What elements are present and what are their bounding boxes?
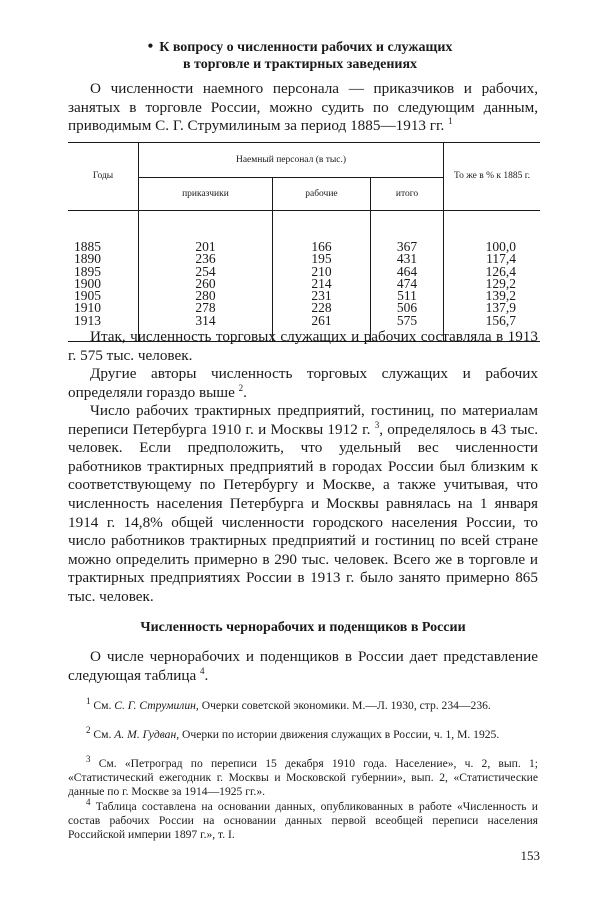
workers-cell: 166 — [272, 211, 370, 254]
pct-cell: 117,4 — [444, 253, 541, 265]
workers-cell: 261 — [272, 315, 370, 342]
col-clerks-header: приказчики — [139, 178, 273, 211]
table-row — [68, 302, 540, 314]
paragraph-total: Итак, численность торговых служащих и рабочих составляла в 1913 г. 575 тыс. человек. — [68, 328, 538, 364]
col-years-header: Годы — [68, 143, 139, 211]
workers-cell: 210 — [272, 266, 370, 278]
pct-cell: 139,2 — [444, 290, 541, 302]
footnote-1: $^1$ См. С. Г. Струмилин, Очерки советской экономики. М.—Л. 1930, стр. 234—236. — [86, 696, 491, 712]
col-workers-header: рабочие — [272, 178, 370, 211]
page-number: 153 — [520, 848, 540, 863]
clerks-cell: 278 — [139, 302, 273, 314]
workers-cell: 228 — [272, 302, 370, 314]
title-line-2: в торговле и трактирных заведениях — [182, 57, 418, 72]
title-line-1: К вопросу о численности рабочих и служащих — [159, 40, 453, 55]
clerks-cell: 236 — [139, 253, 273, 265]
total-cell: 511 — [371, 290, 444, 302]
footnote-4: $^4$ Таблица составлена на основании данных, опубликованных в работе «Численность и состав рабочих России на основании данных первой всеобщей переписи населения Российской империи 1897 г.», т. I. — [68, 797, 538, 842]
total-cell: 506 — [371, 302, 444, 314]
total-cell: 474 — [371, 278, 444, 290]
year-cell: 1910 — [74, 300, 101, 316]
clerks-cell: 280 — [139, 290, 273, 302]
pct-cell: 100,0 — [444, 211, 541, 254]
table-row — [68, 278, 540, 290]
section-title — [60, 38, 540, 73]
footnote-ref-2: 2 — [238, 382, 244, 393]
table-body — [68, 211, 540, 342]
paragraph-laborers: О числе чернорабочих и поденщиков в России дает представление следующая таблица $^4$. — [68, 648, 538, 684]
col-pct-header: То же в % к 1885 г. — [444, 143, 541, 211]
clerks-cell: 254 — [139, 266, 273, 278]
pct-cell: 126,4 — [444, 266, 541, 278]
year-cell: 1900 — [74, 275, 101, 291]
table-row — [68, 253, 540, 265]
pct-cell: 156,7 — [444, 315, 541, 342]
footnote-ref-1: 1 — [448, 116, 453, 127]
workers-cell: 195 — [272, 253, 370, 265]
year-cell: 1885 — [74, 239, 101, 254]
title-bullet: • — [147, 38, 154, 55]
workers-cell: 214 — [272, 278, 370, 290]
year-cell: 1895 — [74, 263, 101, 279]
year-cell: 1913 — [68, 315, 139, 342]
personnel-table — [68, 142, 540, 342]
table-row — [68, 266, 540, 278]
paragraph-taverns: Число рабочих трактирных предприятий, гостиниц, по материалам переписи Петербурга 1910 г. и Москвы 1912 г. $^3$, определялось в 43 тыс. человек. Если предположить, что удельный вес численности работников трактирных предприятий в городах России был близким к соответствующему по Петербургу и Москве, а также учитывая, что численность населения Петербурга и Москвы равнялась на 1 января 1914 г. 14,8% общей численности городского населения России, то число работников трактирных предприятий и гостиниц по всей стране можно определить примерно в 290 тыс. человек. Всего же в торговле и трактирных предприятиях России в 1913 г. было занято примерно 865 тыс. человек. — [68, 402, 538, 605]
pct-cell: 137,9 — [444, 302, 541, 314]
col-group-header: Наемный персонал (в тыс.) — [139, 143, 444, 178]
total-cell: 575 — [371, 315, 444, 342]
total-cell: 367 — [371, 211, 444, 254]
section-heading-2: Численность чернорабочих и поденщиков в России — [140, 620, 466, 635]
clerks-cell: 260 — [139, 278, 273, 290]
clerks-cell: 314 — [139, 315, 273, 342]
table-row — [68, 211, 540, 254]
paragraph-other-authors: Другие авторы численность торговых служащих и рабочих определяли гораздо выше $^2$. — [68, 365, 538, 401]
intro-paragraph: О численности наемного персонала — приказчиков и рабочих, занятых в торговле России, можно судить по следующим данным, приводимым С. Г. Струмилиным за период 1885—1913 гг. $^1$ — [68, 80, 538, 135]
table-row — [68, 290, 540, 302]
workers-cell: 231 — [272, 290, 370, 302]
footnote-3: $^3$ См. «Петроград по переписи 15 декабря 1910 года. Население», ч. 2, вып. 1; «Статистический ежегодник г. Москвы и Московской губернии», вып. 2, «Статистические данные по г. Москве за 1914—1925 гг.». — [68, 754, 538, 799]
clerks-cell: 201 — [139, 211, 273, 254]
pct-cell: 129,2 — [444, 278, 541, 290]
total-cell: 431 — [371, 253, 444, 265]
footnote-2: $^2$ См. А. М. Гудван, Очерки по истории движения служащих в России, ч. 1, М. 1925. — [86, 725, 500, 741]
footnote-ref-3: 3 — [374, 419, 380, 430]
year-cell: 1890 — [74, 251, 101, 267]
year-cell: 1905 — [74, 288, 101, 304]
col-total-header: итого — [371, 178, 444, 211]
total-cell: 464 — [371, 266, 444, 278]
footnote-ref-4: 4 — [200, 665, 205, 676]
